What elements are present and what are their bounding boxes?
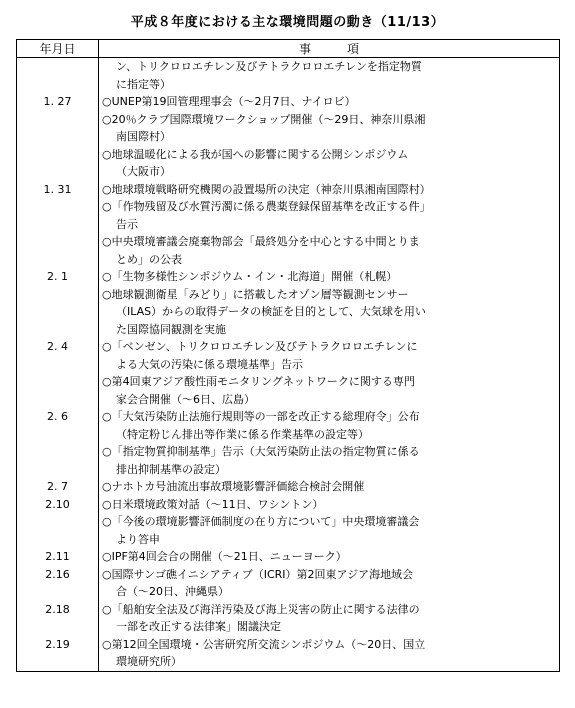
table-row (17, 181, 560, 199)
row-date (17, 198, 99, 233)
event-text (102, 338, 555, 373)
event-line: ○第4回東アジア酸性雨モニタリングネットワークに関する専門 (102, 375, 415, 388)
event-text (102, 443, 555, 478)
event-line: とめ」の公表 (116, 252, 182, 266)
event-line: ○「指定物質抑制基準」告示（大気汚染防止法の指定物質に係る (102, 445, 420, 458)
row-date: 2.10 (17, 496, 99, 514)
row-date (17, 58, 99, 94)
table-row (17, 198, 560, 233)
date-column-header: 年月日 (17, 40, 99, 58)
table-row (17, 58, 560, 94)
event-line: ○国際サンゴ礁イニシアティブ（ICRI）第2回東アジア海地域会 (102, 567, 414, 581)
row-event (99, 496, 560, 514)
table-row (17, 636, 560, 672)
event-line: ○「今後の環境影響評価制度の在り方について」中央環境審議会 (102, 515, 420, 528)
row-date: 2. 7 (17, 478, 99, 496)
row-event (99, 58, 560, 94)
event-line: ○ナホトカ号油流出事故環境影響評価総合検討会開催 (102, 480, 365, 493)
row-event (99, 233, 560, 268)
event-line: ○「ベンゼン、トリクロロエチレン及びテトラクロロエチレンに (102, 340, 418, 353)
event-line: ○地球温暖化による我が国への影響に関する公開シンポジウム (102, 147, 409, 161)
row-event (99, 443, 560, 478)
event-text (102, 566, 555, 601)
row-date (17, 443, 99, 478)
row-event (99, 548, 560, 566)
row-date: 2. 4 (17, 338, 99, 373)
event-line: ○「作物残留及び水質汚濁に係る農薬登録保留基準を改正する件」 (102, 200, 431, 213)
row-event (99, 513, 560, 548)
row-date: 2. 1 (17, 268, 99, 286)
row-date: 1. 31 (17, 181, 99, 199)
table-row (17, 408, 560, 443)
event-line: ○20％クラブ国際環境ワークショップ開催（～29日、神奈川県湘 (102, 112, 426, 126)
row-event (99, 146, 560, 181)
row-event (99, 338, 560, 373)
event-text (102, 513, 555, 548)
event-line: 一部を改正する法律案」閣議決定 (116, 620, 281, 633)
table-row (17, 478, 560, 496)
event-line: よる大気の汚染に係る環境基準」告示 (116, 357, 303, 371)
event-text (102, 58, 555, 93)
row-date: 2.16 (17, 566, 99, 601)
event-line: 排出抑制基準の設定） (116, 462, 226, 476)
row-date (17, 146, 99, 181)
row-date: 1. 27 (17, 93, 99, 111)
row-event (99, 286, 560, 339)
event-line: （特定粉じん排出等作業に係る作業基準の設定等） (116, 427, 369, 441)
table-row (17, 513, 560, 548)
table-row (17, 443, 560, 478)
row-date (17, 373, 99, 408)
row-date (17, 286, 99, 339)
event-text (102, 93, 555, 111)
row-event (99, 566, 560, 601)
table-row (17, 111, 560, 146)
table-body (17, 58, 560, 672)
table-row (17, 268, 560, 286)
event-text (102, 548, 555, 566)
table-row (17, 338, 560, 373)
event-line: ○UNEP第19回管理理事会（～2月7日、ナイロビ） (102, 95, 356, 108)
event-line: ○「船舶安全法及び海洋汚染及び海上災害の防止に関する法律の (102, 602, 420, 616)
event-line: 合（～20日、沖縄県） (116, 585, 229, 598)
row-date (17, 513, 99, 548)
event-line: ○「大気汚染防止法施行規則等の一部を改正する総理府令」公布 (102, 410, 420, 423)
event-line: （ILAS）からの取得データの検証を目的として、大気球を用い (116, 305, 426, 318)
row-event (99, 181, 560, 199)
event-line: 告示 (116, 217, 138, 231)
event-text (102, 373, 555, 408)
event-column-header: 事 項 (99, 40, 560, 58)
event-text (102, 111, 555, 146)
event-line: ○日米環境政策対話（～11日、ワシントン） (102, 497, 324, 511)
event-line: より答申 (116, 532, 160, 546)
row-event (99, 111, 560, 146)
event-text (102, 601, 555, 636)
event-line: 南国際村） (116, 130, 171, 143)
event-line: ○地球環境戦略研究機関の設置場所の決定（神奈川県湘南国際村） (102, 182, 431, 196)
event-line: に指定等） (116, 77, 171, 91)
table-header-row (17, 40, 560, 58)
row-date: 2.18 (17, 601, 99, 636)
event-text (102, 233, 555, 268)
event-line: ○第12回全国環境・公害研究所交流シンポジウム（～20日、国立 (102, 637, 426, 651)
table-row (17, 286, 560, 339)
row-event (99, 93, 560, 111)
event-line: 家会合開催（～6日、広島） (116, 392, 255, 406)
event-text (102, 268, 555, 286)
event-line: ○IPF第4回会合の開催（～21日、ニューヨーク） (102, 550, 347, 563)
row-event (99, 198, 560, 233)
event-text (102, 286, 555, 339)
event-text (102, 496, 555, 514)
row-date (17, 111, 99, 146)
table-row (17, 496, 560, 514)
event-line: 環境研究所） (116, 655, 182, 668)
table-row (17, 548, 560, 566)
table-row (17, 93, 560, 111)
event-line: た国際協同観測を実施 (116, 322, 226, 336)
event-line: ○地球観測衛星「みどり」に搭載したオゾン層等観測センサー (102, 287, 409, 301)
row-date: 2. 6 (17, 408, 99, 443)
table-row (17, 601, 560, 636)
row-event (99, 478, 560, 496)
event-text (102, 478, 555, 496)
event-line: ○中央環境審議会廃棄物部会「最終処分を中心とする中間とりま (102, 235, 420, 248)
table-row (17, 566, 560, 601)
row-event (99, 373, 560, 408)
row-date (17, 233, 99, 268)
chronology-table (16, 39, 560, 672)
event-line: （大阪市） (116, 165, 171, 178)
table-row (17, 233, 560, 268)
row-event (99, 636, 560, 672)
event-line: ○「生物多様性シンポジウム・イン・北海道」開催（札幌） (102, 270, 398, 283)
row-event (99, 268, 560, 286)
event-text (102, 146, 555, 181)
row-date: 2.11 (17, 548, 99, 566)
event-text (102, 181, 555, 199)
table-row (17, 146, 560, 181)
row-event (99, 601, 560, 636)
table-row (17, 373, 560, 408)
row-date: 2.19 (17, 636, 99, 672)
page-title: 平成８年度における主な環境問題の動き（11/13） (130, 15, 445, 30)
event-text (102, 408, 555, 443)
row-event (99, 408, 560, 443)
event-text (102, 636, 555, 671)
event-text (102, 198, 555, 233)
event-line: ン、トリクロロエチレン及びテトラクロロエチレンを指定物質 (116, 60, 422, 73)
